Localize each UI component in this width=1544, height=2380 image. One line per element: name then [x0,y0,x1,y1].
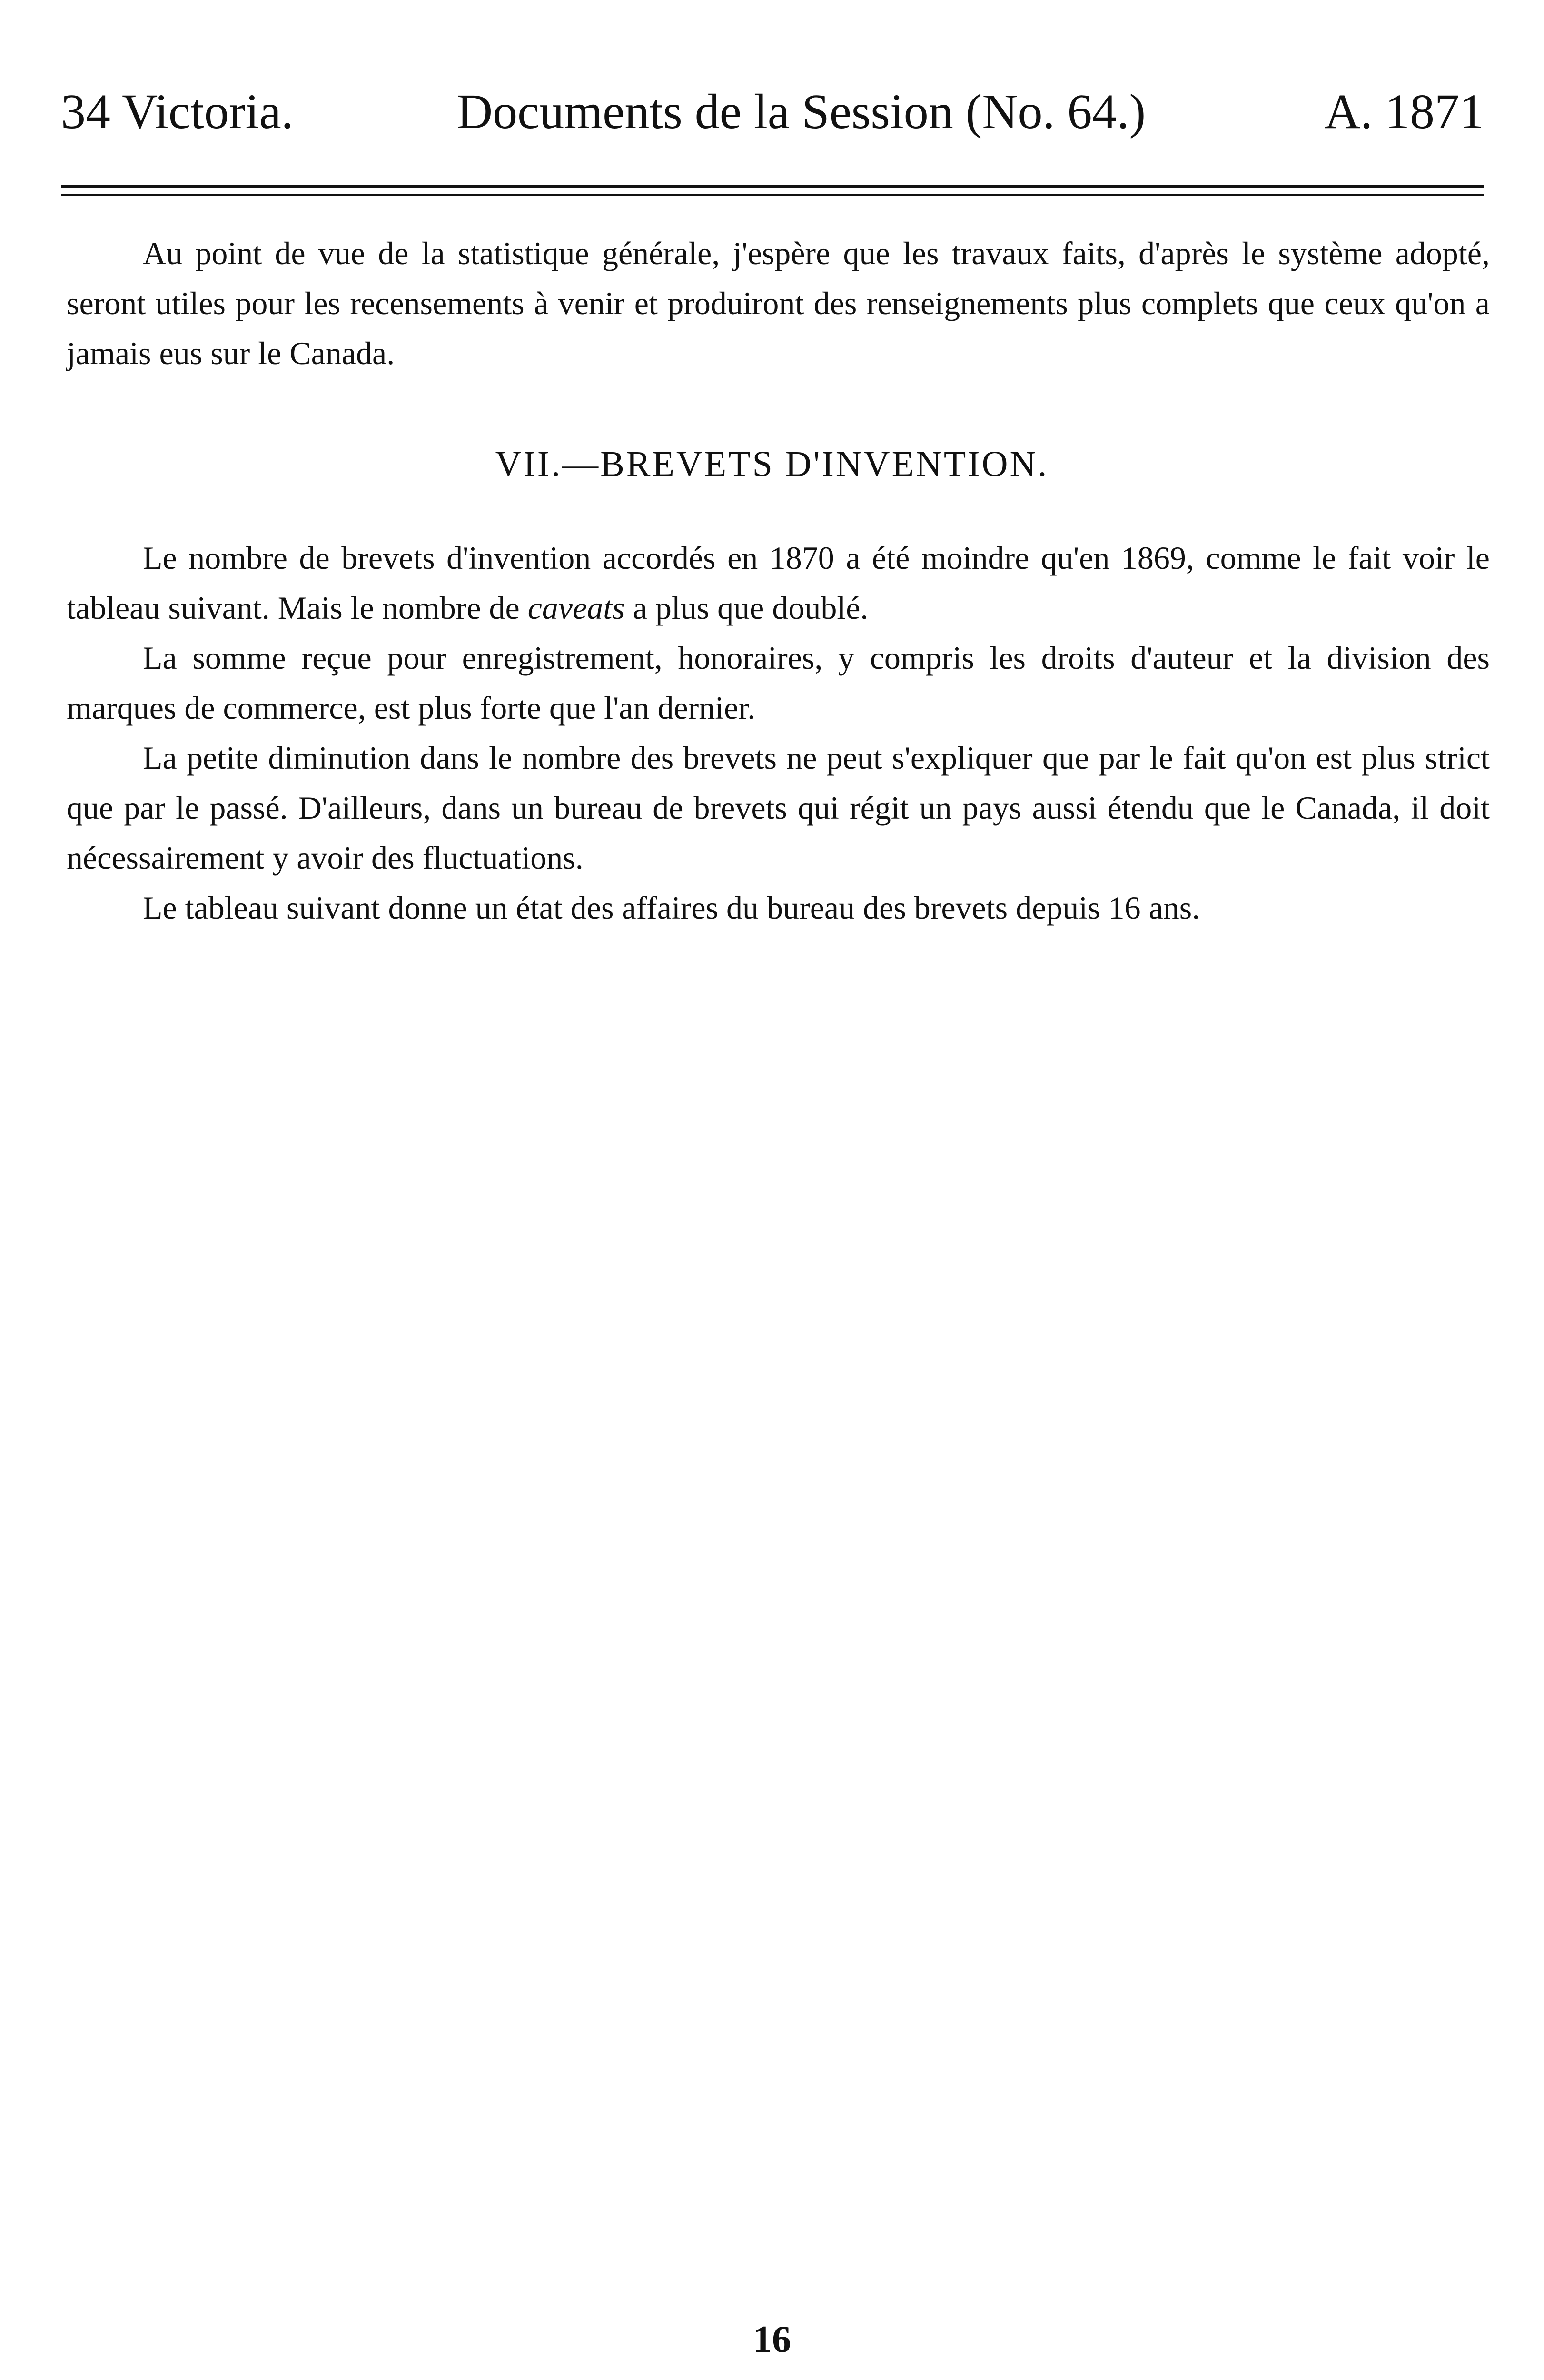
paragraph-4: Le tableau suivant donne un état des affaires du bureau des brevets depuis 16 ans. [143,890,1200,926]
header-title: Documents de la Session (No. 64.) [457,84,1146,139]
paragraph-1-end: a plus que doublé. [624,590,869,626]
paragraph-1-start: Le nombre de brevets d'invention accordés en 1870 a été moindre qu'en 1869, comme le fait voir le tableau suivant. Mais le nombre de [67,540,1490,626]
header-year: A. 1871 [1324,84,1484,139]
paragraph-1 [67,533,1490,633]
intro-block [67,228,1490,378]
paragraph-1-italic: caveats [527,590,625,626]
header-rule-bottom [61,194,1484,196]
paragraph-3: La petite diminution dans le nombre des brevets ne peut s'expliquer que par le fait qu'on est plus strict que par le passé. D'ailleurs, dans un bureau de brevets qui régit un pays aussi étendu que le Canada, il doit nécessairement y avoir des fluctuations. [67,740,1490,876]
section-body [67,533,1490,933]
intro-paragraph: Au point de vue de la statistique générale, j'espère que les travaux faits, d'après le système adopté, seront utiles pour les recensements à venir et produiront des renseignements plus complets que ceux qu'on a jamais eus sur le Canada. [67,235,1490,371]
page-number: 16 [753,2319,791,2360]
running-header [61,81,1484,143]
header-rule-top [61,185,1484,188]
paragraph-2: La somme reçue pour enregistrement, honoraires, y compris les droits d'auteur et la division des marques de commerce, est plus forte que l'an dernier. [67,640,1490,726]
section-title: VII.—BREVETS D'INVENTION. [495,444,1049,484]
header-volume: 34 Victoria. [61,84,294,139]
